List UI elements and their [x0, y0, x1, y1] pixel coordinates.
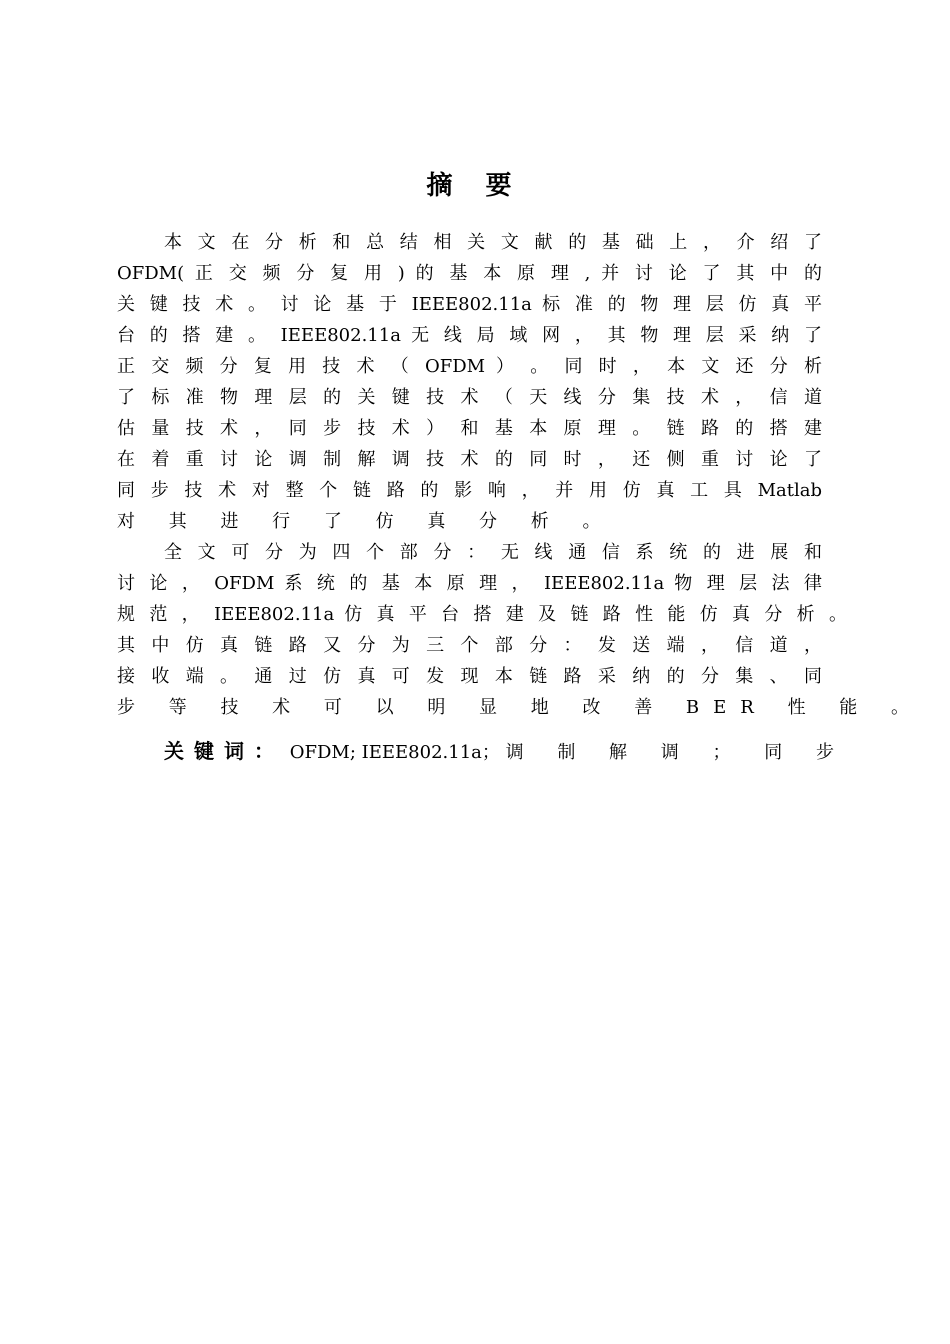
abstract-line: 其 中 仿 真 链 路 又 分 为 三 个 部 分 ： 发 送 端 ， 信 道 ， [117, 635, 822, 656]
abstract-line: 估 量 技 术 ， 同 步 技 术 ） 和 基 本 原 理 。 链 路 的 搭 建 [117, 418, 822, 439]
abstract-line: 对 其 进 行 了 仿 真 分 析 。 [117, 511, 615, 532]
abstract-line: 在 着 重 讨 论 调 制 解 调 技 术 的 同 时 ， 还 侧 重 讨 论 了 [117, 449, 822, 470]
keywords-label: 关键词： [164, 739, 284, 763]
abstract-line: 规 范 ， IEEE802.11a 仿 真 平 台 搭 建 及 链 路 性 能 仿 真 分 析 。 [117, 604, 847, 625]
abstract-line: 接 收 端 。 通 过 仿 真 可 发 现 本 链 路 采 纳 的 分 集 、 同 [117, 666, 822, 687]
abstract-line: OFDM( 正 交 频 分 复 用 ) 的 基 本 原 理 , 并 讨 论 了 其 中 的 [117, 263, 822, 284]
abstract-line: 了 标 准 物 理 层 的 关 键 技 术 （ 天 线 分 集 技 术 ， 信 道 [117, 387, 822, 408]
keywords-terms: OFDM; IEEE802.11a； [289, 742, 500, 763]
abstract-line: 本 文 在 分 析 和 总 结 相 关 文 献 的 基 础 上 ， 介 绍 了 [164, 232, 822, 253]
abstract-line: 同 步 技 术 对 整 个 链 路 的 影 响 ， 并 用 仿 真 工 具 Matlab [117, 480, 822, 501]
page-title: 摘 要 [426, 171, 524, 201]
abstract-line: 全 文 可 分 为 四 个 部 分 ： 无 线 通 信 系 统 的 进 展 和 [164, 542, 822, 563]
keywords-terms-cn: 调 制 解 调 ； 同 步 [505, 742, 848, 763]
abstract-line: 讨 论 ， OFDM 系 统 的 基 本 原 理 ， IEEE802.11a 物 理 层 法 律 [117, 573, 822, 594]
keywords-line [164, 736, 848, 767]
abstract-line: 正 交 频 分 复 用 技 术 （ OFDM ） 。 同 时 ， 本 文 还 分 析 [117, 356, 822, 377]
abstract-line: 台 的 搭 建 。 IEEE802.11a 无 线 局 域 网 ， 其 物 理 层 采 纳 了 [117, 325, 822, 346]
abstract-line: 步 等 技 术 可 以 明 显 地 改 善 BER 性 能 。 [117, 697, 924, 718]
abstract-line: 关 键 技 术 。 讨 论 基 于 IEEE802.11a 标 准 的 物 理 层 仿 真 平 [117, 294, 822, 315]
